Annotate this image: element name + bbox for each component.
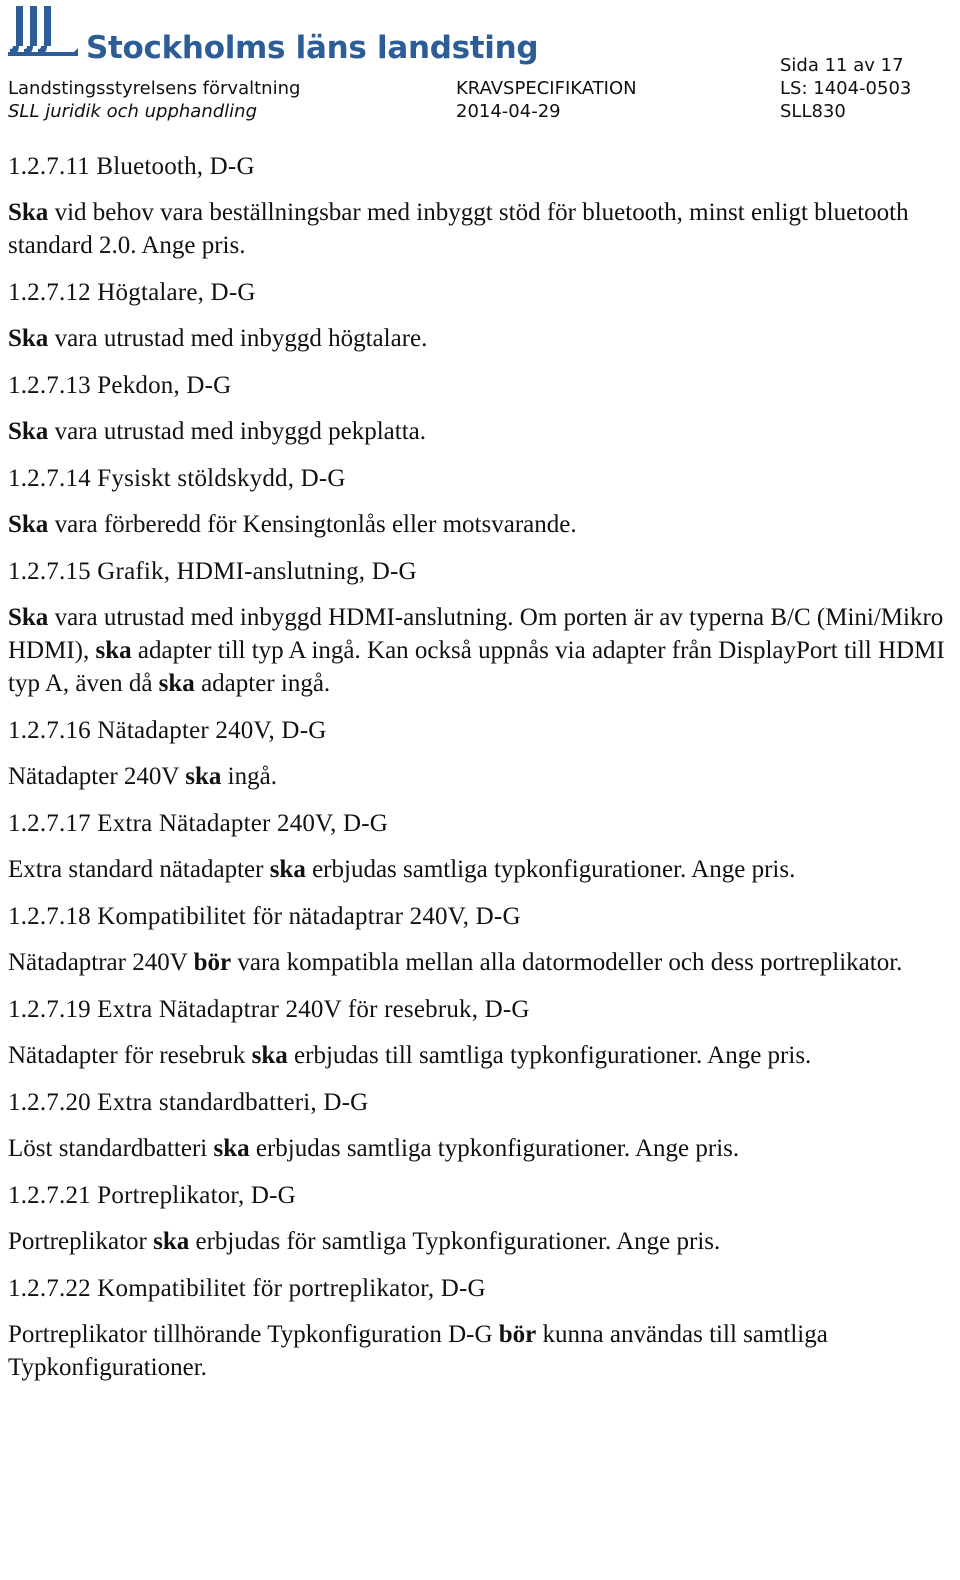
requirement-section	[8, 807, 952, 886]
text-run: Extra standard nätadapter	[8, 856, 270, 883]
requirement-keyword: Ska	[8, 325, 49, 352]
text-run: adapter till typ A ingå. Kan också uppnås via adapter från DisplayPort till HDMI typ A, även då	[8, 637, 945, 697]
section-text	[8, 760, 952, 793]
text-run: vara förberedd för Kensingtonlås eller motsvarande.	[48, 511, 577, 538]
requirement-keyword: ska	[269, 856, 306, 883]
requirement-keyword: bör	[193, 949, 232, 976]
requirement-section	[8, 1086, 952, 1165]
org-line-2: SLL juridik och upphandling	[8, 101, 257, 122]
section-heading: 1.2.7.19 Extra Nätadaptrar 240V för resebruk, D-G	[8, 996, 530, 1023]
requirement-keyword: Ska	[8, 604, 49, 631]
text-run: Nätadapter 240V	[8, 763, 186, 790]
text-run: ingå.	[221, 763, 277, 790]
text-run: Portreplikator	[8, 1228, 154, 1255]
section-heading: 1.2.7.22 Kompatibilitet för portreplikator, D-G	[8, 1275, 486, 1302]
org-line-1: Landstingsstyrelsens förvaltning	[8, 78, 301, 99]
section-heading: 1.2.7.12 Högtalare, D-G	[8, 279, 256, 306]
text-run: Nätadapter för resebruk	[8, 1042, 252, 1069]
text-run: vid behov vara beställningsbar med inbyggt stöd för bluetooth, minst enligt bluetooth standard 2.0. Ange pris.	[8, 199, 909, 259]
text-run: vara utrustad med inbyggd högtalare.	[48, 325, 428, 352]
section-text	[8, 1039, 952, 1072]
requirement-section	[8, 714, 952, 793]
requirement-section	[8, 1179, 952, 1258]
section-heading: 1.2.7.21 Portreplikator, D-G	[8, 1182, 296, 1209]
text-run: erbjudas samtliga typkonfigurationer. Ange pris.	[249, 1135, 740, 1162]
section-text	[8, 322, 952, 355]
requirement-section	[8, 462, 952, 541]
page-number: Sida 11 av 17	[780, 55, 904, 76]
requirement-section	[8, 150, 952, 262]
section-text	[8, 601, 952, 700]
section-text	[8, 1132, 952, 1165]
requirement-keyword: bör	[498, 1321, 537, 1348]
requirement-keyword: ska	[95, 637, 132, 664]
section-heading: 1.2.7.14 Fysiskt stöldskydd, D-G	[8, 465, 346, 492]
section-text	[8, 415, 952, 448]
sll-logo	[6, 4, 539, 66]
requirement-section	[8, 369, 952, 448]
section-text	[8, 508, 952, 541]
requirement-section	[8, 900, 952, 979]
requirement-section	[8, 555, 952, 700]
section-heading: 1.2.7.11 Bluetooth, D-G	[8, 153, 255, 180]
section-heading: 1.2.7.17 Extra Nätadapter 240V, D-G	[8, 810, 389, 837]
text-run: Portreplikator tillhörande Typkonfiguration D-G	[8, 1321, 499, 1348]
text-run: Löst standardbatteri	[8, 1135, 214, 1162]
ls-reference: LS: 1404-0503	[780, 78, 912, 99]
page-header	[0, 0, 960, 130]
section-heading: 1.2.7.15 Grafik, HDMI-anslutning, D-G	[8, 558, 417, 585]
requirement-keyword: Ska	[8, 511, 49, 538]
requirement-keyword: ska	[251, 1042, 288, 1069]
requirement-section	[8, 993, 952, 1072]
text-run: adapter ingå.	[194, 670, 331, 697]
text-run: kunna användas till samtliga Typkonfigurationer.	[8, 1321, 828, 1381]
logo-wordmark: Stockholms läns landsting	[86, 30, 539, 66]
sll-reference: SLL830	[780, 101, 846, 122]
requirement-keyword: Ska	[8, 418, 49, 445]
section-heading: 1.2.7.20 Extra standardbatteri, D-G	[8, 1089, 369, 1116]
section-text	[8, 1225, 952, 1258]
document-body	[8, 150, 952, 1384]
text-run: erbjudas till samtliga typkonfigurationer. Ange pris.	[287, 1042, 812, 1069]
requirement-keyword: ska	[153, 1228, 190, 1255]
text-run: vara utrustad med inbyggd pekplatta.	[48, 418, 426, 445]
doc-type: KRAVSPECIFIKATION	[456, 78, 637, 99]
doc-date: 2014-04-29	[456, 101, 561, 122]
section-text	[8, 1318, 952, 1384]
section-heading: 1.2.7.16 Nätadapter 240V, D-G	[8, 717, 327, 744]
requirement-keyword: ska	[158, 670, 195, 697]
requirement-section	[8, 1272, 952, 1384]
section-text	[8, 946, 952, 979]
section-heading: 1.2.7.13 Pekdon, D-G	[8, 372, 232, 399]
section-text	[8, 853, 952, 886]
text-run: vara utrustad med inbyggd HDMI-anslutning. Om porten är av typerna B/C (Mini/Mikro HDMI),	[8, 604, 944, 664]
requirement-keyword: Ska	[8, 199, 49, 226]
text-run: erbjudas för samtliga Typkonfigurationer. Ange pris.	[189, 1228, 721, 1255]
section-text	[8, 196, 952, 262]
text-run: vara kompatibla mellan alla datormodeller och dess portreplikator.	[231, 949, 903, 976]
section-heading: 1.2.7.18 Kompatibilitet för nätadaptrar 240V, D-G	[8, 903, 521, 930]
text-run: erbjudas samtliga typkonfigurationer. Ange pris.	[305, 856, 796, 883]
sll-logo-icon	[6, 4, 82, 66]
requirement-section	[8, 276, 952, 355]
requirement-keyword: ska	[213, 1135, 250, 1162]
text-run: Nätadaptrar 240V	[8, 949, 194, 976]
requirement-keyword: ska	[185, 763, 222, 790]
